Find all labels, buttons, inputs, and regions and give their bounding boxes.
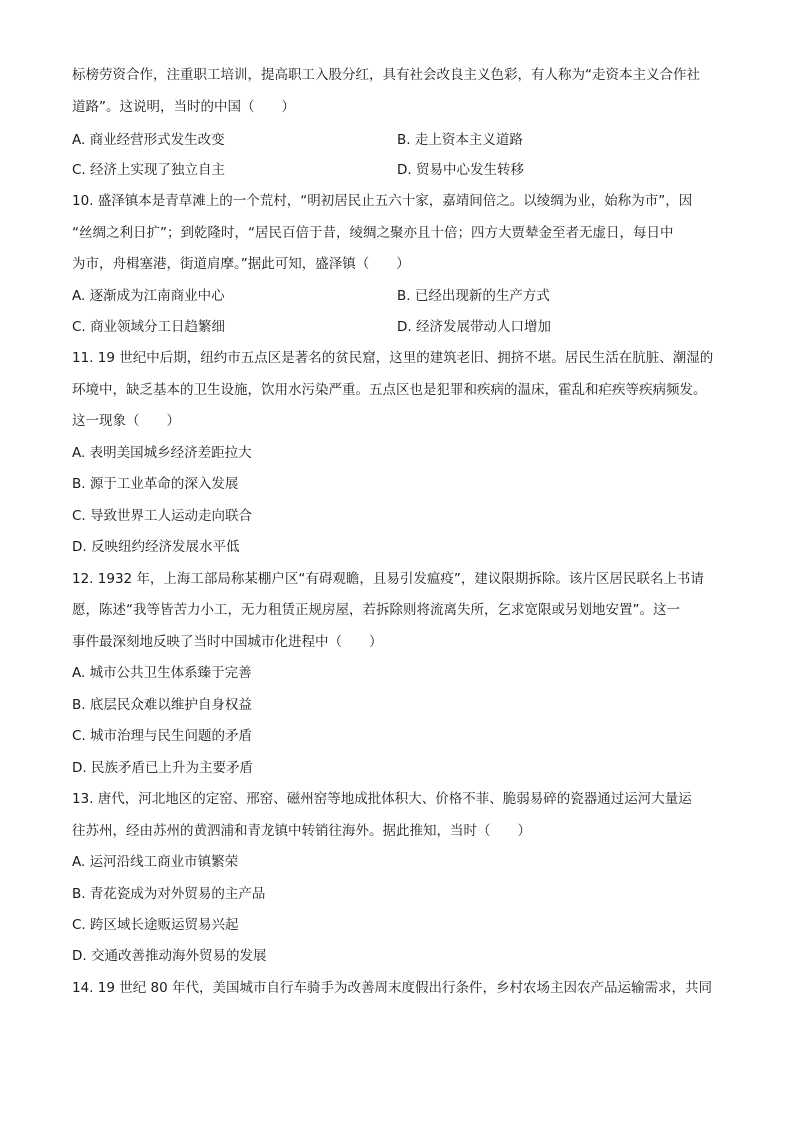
q12-option-a[interactable]: A. 城市公共卫生体系臻于完善 [72, 665, 252, 681]
q11-option-a[interactable]: A. 表明美国城乡经济差距拉大 [72, 445, 252, 461]
q14-stem-line-1: 14. 19 世纪 80 年代，美国城市自行车骑手为改善周末度假出行条件，乡村农场主因农产品运输需求，共同 [72, 980, 712, 996]
q10-option-c[interactable]: C. 商业领域分工日趋繁细 [72, 319, 226, 335]
q9-option-b[interactable]: B. 走上资本主义道路 [397, 132, 523, 148]
q12-option-b[interactable]: B. 底层民众难以维护自身权益 [72, 697, 252, 713]
q11-option-c[interactable]: C. 导致世界工人运动走向联合 [72, 508, 253, 524]
q12-stem-line-3: 事件最深刻地反映了当时中国城市化进程中（ ） [72, 634, 383, 650]
q9-option-c[interactable]: C. 经济上实现了独立自主 [72, 162, 226, 178]
q12-stem-line-2: 愿，陈述“我等皆苦力小工，无力租赁正规房屋，若拆除则将流离失所，乞求宽限或另划地安置”。这一 [72, 602, 680, 618]
q9-option-a[interactable]: A. 商业经营形式发生改变 [72, 132, 225, 148]
q10-stem-line-3: 为市，舟楫塞港，街道肩摩。”据此可知，盛泽镇（ ） [72, 256, 410, 272]
q11-option-d[interactable]: D. 反映纽约经济发展水平低 [72, 539, 240, 555]
q11-stem-line-3: 这一现象（ ） [72, 413, 180, 429]
q13-option-a[interactable]: A. 运河沿线工商业市镇繁荣 [72, 854, 239, 870]
q9-stem-line-2: 道路”。这说明，当时的中国（ ） [72, 99, 295, 115]
q13-option-d[interactable]: D. 交通改善推动海外贸易的发展 [72, 948, 267, 964]
q9-option-d[interactable]: D. 贸易中心发生转移 [397, 162, 524, 178]
q12-option-d[interactable]: D. 民族矛盾已上升为主要矛盾 [72, 760, 253, 776]
q13-option-b[interactable]: B. 青花瓷成为对外贸易的主产品 [72, 886, 266, 902]
q13-option-c[interactable]: C. 跨区域长途贩运贸易兴起 [72, 917, 239, 933]
q10-stem-line-2: “丝绸之利日扩”；到乾隆时，“居民百倍于昔，绫绸之聚亦且十倍；四方大贾辇金至者无虚日，每日中 [72, 225, 674, 241]
q10-option-b[interactable]: B. 已经出现新的生产方式 [397, 288, 550, 304]
q10-option-d[interactable]: D. 经济发展带动人口增加 [397, 319, 551, 335]
q9-stem-line-1: 标榜劳资合作，注重职工培训，提高职工入股分红，具有社会改良主义色彩，有人称为“走资本主义合作社 [72, 67, 700, 83]
q11-stem-line-1: 11. 19 世纪中后期，纽约市五点区是著名的贫民窟，这里的建筑老旧、拥挤不堪。居民生活在肮脏、潮湿的 [72, 350, 714, 366]
q11-option-b[interactable]: B. 源于工业革命的深入发展 [72, 476, 239, 492]
q12-stem-line-1: 12. 1932 年，上海工部局称某棚户区“有碍观瞻，且易引发瘟疫”，建议限期拆除。该片区居民联名上书请 [72, 571, 704, 587]
q10-stem-line-1: 10. 盛泽镇本是青草滩上的一个荒村，“明初居民止五六十家，嘉靖间倍之。以绫绸为业，始称为市”，因 [72, 193, 693, 209]
q12-option-c[interactable]: C. 城市治理与民生问题的矛盾 [72, 728, 253, 744]
q13-stem-line-1: 13. 唐代，河北地区的定窑、邢窑、磁州窑等地成批体积大、价格不菲、脆弱易碎的瓷器通过运河大量运 [72, 791, 692, 807]
q11-stem-line-2: 环境中，缺乏基本的卫生设施，饮用水污染严重。五点区也是犯罪和疾病的温床，霍乱和疟疾等疾病频发。 [72, 382, 707, 398]
q10-option-a[interactable]: A. 逐渐成为江南商业中心 [72, 288, 225, 304]
q13-stem-line-2: 往苏州，经由苏州的黄泗浦和青龙镇中转销往海外。据此推知，当时（ ） [72, 823, 531, 839]
